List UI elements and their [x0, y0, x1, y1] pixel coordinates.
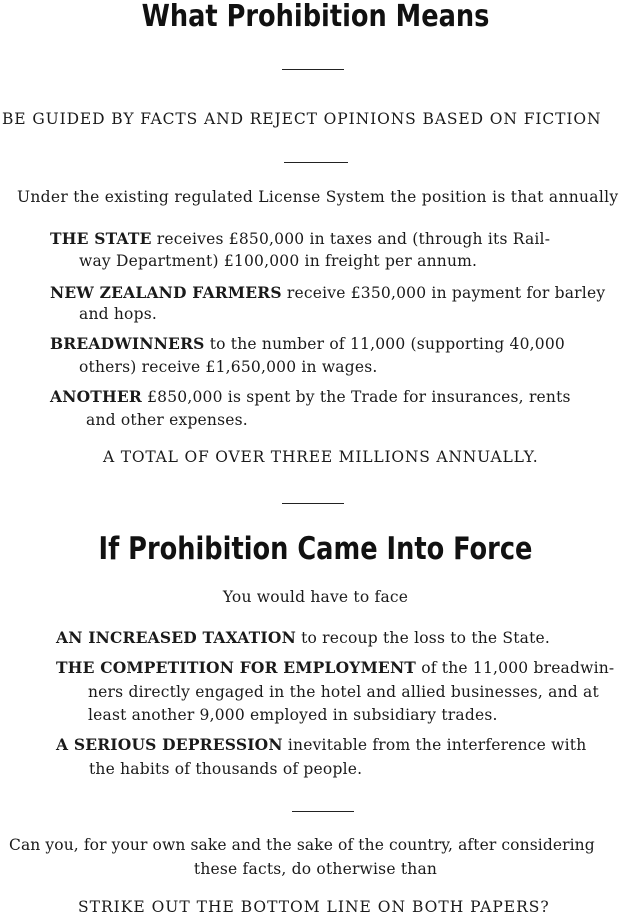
list-item — [50, 231, 550, 248]
item-text: £850,000 is spent by the Trade for insurances, rents — [147, 388, 571, 406]
item-text: to the number of 11,000 (supporting 40,000 — [209, 335, 565, 353]
intro-text: Under the existing regulated License System the position is that annually — [17, 188, 619, 206]
section-title: If Prohibition Came Into Force — [98, 531, 533, 567]
item-lead: NEW ZEALAND FARMERS — [50, 283, 282, 302]
item-text: receive £350,000 in payment for barley — [286, 284, 606, 302]
divider — [284, 162, 348, 163]
list-item — [56, 660, 614, 677]
list-item — [50, 285, 605, 302]
divider — [282, 503, 344, 504]
list-item — [50, 389, 571, 406]
item-lead: BREADWINNERS — [50, 334, 205, 353]
divider — [282, 69, 344, 70]
page-title: What Prohibition Means — [141, 0, 490, 34]
item-text: receives £850,000 in taxes and (through its Rail- — [156, 230, 551, 248]
face-text: You would have to face — [222, 588, 409, 606]
item-lead: THE COMPETITION FOR EMPLOYMENT — [56, 658, 417, 677]
list-item — [56, 630, 550, 647]
total-line: A TOTAL OF OVER THREE MILLIONS ANNUALLY. — [103, 448, 539, 466]
list-item — [56, 737, 586, 754]
final-question: STRIKE OUT THE BOTTOM LINE ON BOTH PAPERS? — [78, 898, 550, 916]
item-lead: THE STATE — [50, 229, 152, 248]
list-item-cont: and hops. — [79, 305, 157, 323]
list-item — [50, 336, 565, 353]
item-text: to recoup the loss to the State. — [301, 629, 551, 647]
subheading: BE GUIDED BY FACTS AND REJECT OPINIONS BASED ON FICTION — [2, 110, 602, 128]
list-item-cont: way Department) £100,000 in freight per annum. — [79, 252, 478, 270]
list-item-cont: the habits of thousands of people. — [89, 760, 363, 778]
list-item-cont: least another 9,000 employed in subsidiary trades. — [88, 706, 498, 724]
closing-text: these facts, do otherwise than — [193, 860, 438, 878]
divider — [292, 811, 354, 812]
item-lead: ANOTHER — [50, 387, 142, 406]
list-item-cont: and other expenses. — [86, 411, 248, 429]
item-lead: AN INCREASED TAXATION — [56, 628, 296, 647]
list-item-cont: others) receive £1,650,000 in wages. — [79, 358, 378, 376]
item-lead: A SERIOUS DEPRESSION — [56, 735, 283, 754]
item-text: of the 11,000 breadwin- — [421, 659, 615, 677]
list-item-cont: ners directly engaged in the hotel and allied businesses, and at — [88, 683, 599, 701]
item-text: inevitable from the interference with — [287, 736, 587, 754]
closing-text: Can you, for your own sake and the sake of the country, after considering — [9, 836, 595, 854]
